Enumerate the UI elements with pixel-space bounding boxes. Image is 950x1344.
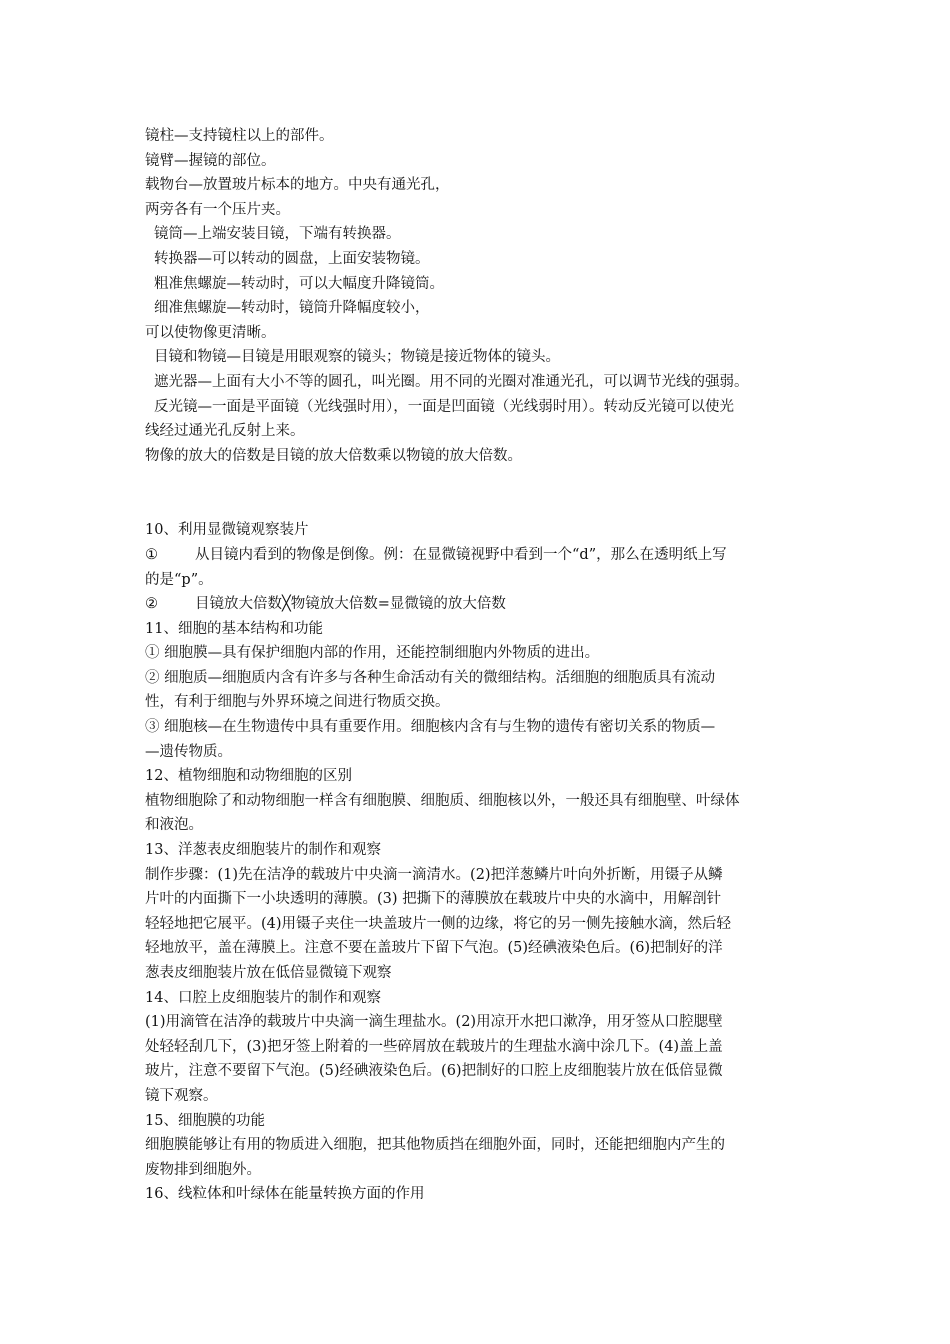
text-line: 玻片，注意不要留下气泡。(5)经碘液染色后。(6)把制好的口腔上皮细胞装片放在低倍显微	[145, 1063, 723, 1080]
section-heading: 12、植物细胞和动物细胞的区别	[145, 768, 352, 785]
text-line: 植物细胞除了和动物细胞一样含有细胞膜、细胞质、细胞核以外，一般还具有细胞壁、叶绿体	[145, 792, 740, 809]
text-line: 物像的放大的倍数是目镜的放大倍数乘以物镜的放大倍数。	[145, 447, 522, 464]
text-line: 轻轻地把它展平。(4)用镊子夹住一块盖玻片一侧的边缘，将它的另一侧先接触水滴，然后轻	[145, 915, 732, 932]
text-line: 片叶的内面撕下一小块透明的薄膜。(3) 把撕下的薄膜放在载玻片中央的水滴中，用解剖针	[145, 891, 722, 908]
text-line: 镜筒—上端安装目镜，下端有转换器。	[154, 226, 401, 243]
text-line: 细胞膜能够让有用的物质进入细胞，把其他物质挡在细胞外面，同时，还能把细胞内产生的	[145, 1137, 725, 1154]
text-line: 轻地放平，盖在薄膜上。注意不要在盖玻片下留下气泡。(5)经碘液染色后。(6)把制好的洋	[145, 940, 723, 957]
text-line: ② 细胞质—细胞质内含有许多与各种生命活动有关的微细结构。活细胞的细胞质具有流动	[145, 669, 716, 686]
section-heading: 10、利用显微镜观察装片	[145, 522, 309, 539]
list-marker: ②	[145, 596, 158, 613]
text-line: 粗准焦螺旋—转动时，可以大幅度升降镜筒。	[154, 275, 444, 292]
spacer	[145, 468, 815, 518]
text-line: 处轻轻刮几下，(3)把牙签上附着的一些碎屑放在载玻片的生理盐水滴中涂几下。(4)盖上盖	[145, 1038, 723, 1055]
section-heading: 13、洋葱表皮细胞装片的制作和观察	[145, 842, 381, 859]
text-line: 两旁各有一个压片夹。	[145, 201, 290, 218]
text-line: 制作步骤：(1)先在洁净的载玻片中央滴一滴清水。(2)把洋葱鳞片叶向外折断，用镊子从鳞	[145, 866, 723, 883]
text-line: ① 细胞膜—具有保护细胞内部的作用，还能控制细胞内外物质的进出。	[145, 645, 600, 662]
text-line: 遮光器—上面有大小不等的圆孔，叫光圈。用不同的光圈对准通光孔，可以调节光线的强弱。	[154, 373, 749, 390]
text-line: ③ 细胞核—在生物遗传中具有重要作用。细胞核内含有与生物的遗传有密切关系的物质—	[145, 719, 716, 736]
text-line: 镜柱—支持镜柱以上的部件。	[145, 128, 334, 144]
section-heading: 11、细胞的基本结构和功能	[145, 620, 323, 637]
section-heading: 14、口腔上皮细胞装片的制作和观察	[145, 989, 381, 1006]
text-line: —遗传物质。	[145, 743, 232, 760]
section-heading: 15、细胞膜的功能	[145, 1112, 265, 1129]
text-line: 载物台—放置玻片标本的地方。中央有通光孔，	[145, 177, 450, 194]
text-line: 和液泡。	[145, 817, 203, 834]
text-line: 的是“p”。	[145, 571, 213, 588]
text-line: 转换器—可以转动的圆盘，上面安装物镜。	[154, 250, 430, 267]
list-marker: ①	[145, 546, 158, 563]
list-item	[145, 543, 815, 568]
list-item-text: 目镜放大倍数╳物镜放大倍数=显微镜的放大倍数	[195, 596, 506, 613]
text-line: 目镜和物镜—目镜是用眼观察的镜头；物镜是接近物体的镜头。	[154, 349, 560, 366]
text-line: 性，有利于细胞与外界环境之间进行物质交换。	[145, 694, 450, 711]
section-heading: 16、线粒体和叶绿体在能量转换方面的作用	[145, 1186, 425, 1203]
list-item-text: 从目镜内看到的物像是倒像。例：在显微镜视野中看到一个“d”，那么在透明纸上写	[195, 546, 727, 563]
text-line: 线经过通光孔反射上来。	[145, 423, 305, 440]
text-line: 废物排到细胞外。	[145, 1161, 261, 1178]
text-line: 镜臂—握镜的部位。	[145, 152, 276, 169]
text-line: (1)用滴管在洁净的载玻片中央滴一滴生理盐水。(2)用凉开水把口漱净，用牙签从口腔腮壁	[145, 1014, 723, 1031]
text-line: 反光镜—一面是平面镜（光线强时用），一面是凹面镜（光线弱时用）。转动反光镜可以使光	[154, 398, 734, 415]
document-body	[145, 124, 815, 1207]
text-line: 镜下观察。	[145, 1087, 218, 1104]
text-line: 葱表皮细胞装片放在低倍显微镜下观察	[145, 965, 392, 981]
text-line: 可以使物像更清晰。	[145, 324, 276, 341]
text-line: 细准焦螺旋—转动时，镜筒升降幅度较小，	[154, 300, 430, 317]
list-item	[145, 592, 815, 617]
